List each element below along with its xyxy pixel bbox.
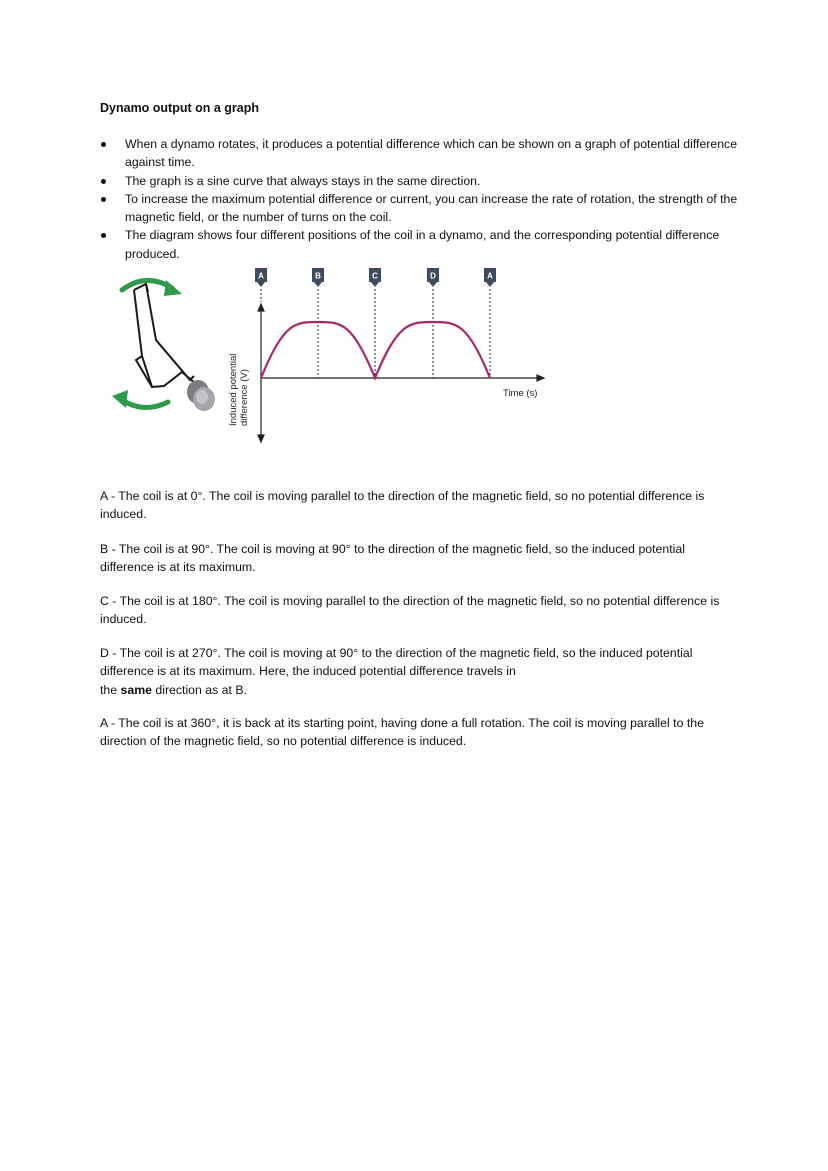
svg-text:difference (V): difference (V) xyxy=(239,369,250,426)
position-marker xyxy=(312,268,324,287)
paragraph-d-prefix: the xyxy=(100,682,121,697)
rotation-arrow-top-icon xyxy=(122,280,182,296)
bullet-item xyxy=(100,226,740,263)
slip-ring-icon xyxy=(187,380,215,411)
emphasis-same: same xyxy=(120,682,152,697)
paragraph-position-c: C - The coil is at 180°. The coil is moving parallel to the direction of the magnetic field, so no potential difference is induced. xyxy=(100,594,720,627)
bullet-dot-icon xyxy=(101,142,106,147)
bullet-item xyxy=(100,172,740,190)
position-markers xyxy=(255,268,496,287)
position-marker xyxy=(427,268,439,287)
coil-loop xyxy=(134,284,196,387)
dynamo-diagram-svg xyxy=(100,262,560,452)
paragraph-position-a-start: A - The coil is at 0°. The coil is moving parallel to the direction of the magnetic field, so no potential difference is induced. xyxy=(100,489,705,522)
paragraph-position-b: B - The coil is at 90°. The coil is moving at 90° to the direction of the magnetic field, so the induced potential difference is at its maximum. xyxy=(100,542,685,575)
paragraph-position-a-end: A - The coil is at 360°, it is back at its starting point, having done a full rotation. The coil is moving parallel to the direction of the magnetic field, so no potential difference is induced. xyxy=(100,716,704,749)
paragraph-position-d xyxy=(100,644,740,699)
guide-lines xyxy=(261,289,490,378)
svg-text:A: A xyxy=(487,271,493,281)
svg-text:A: A xyxy=(258,271,264,281)
bullet-list xyxy=(100,135,740,263)
y-axis-label xyxy=(228,354,250,426)
bullet-item xyxy=(100,135,740,172)
bullet-text: The diagram shows four different positions of the coil in a dynamo, and the corresponding potential difference produced. xyxy=(125,228,720,261)
bullet-dot-icon xyxy=(101,197,106,202)
bullet-item xyxy=(100,190,740,227)
dynamo-diagram xyxy=(100,262,560,452)
svg-text:Induced potential: Induced potential xyxy=(228,353,239,426)
position-marker xyxy=(369,268,381,287)
rotation-arrow-bottom-icon xyxy=(112,390,168,408)
svg-text:B: B xyxy=(315,271,321,281)
page-heading: Dynamo output on a graph xyxy=(100,101,260,115)
bullet-text: To increase the maximum potential difference or current, you can increase the rate of rotation, the strength of the magnetic field, or the number of turns on the coil. xyxy=(125,191,738,225)
svg-text:D: D xyxy=(430,271,436,281)
graph-axes xyxy=(258,304,544,442)
bullet-text: When a dynamo rotates, it produces a potential difference which can be shown on a graph of potential difference against time. xyxy=(125,137,738,170)
x-axis-label: Time (s) xyxy=(503,388,538,399)
bullet-text: The graph is a sine curve that always stays in the same direction. xyxy=(125,173,481,188)
svg-text:C: C xyxy=(372,271,378,281)
paragraph-d-text: D - The coil is at 270°. The coil is moving at 90° to the direction of the magnetic field, so the induced potential difference is at its maximum. Here, the induced potential difference travels in xyxy=(100,646,693,679)
bullet-dot-icon xyxy=(101,233,106,238)
position-marker xyxy=(255,268,267,287)
paragraph-d-suffix: direction as at B. xyxy=(151,682,247,697)
coil-illustration xyxy=(112,280,215,411)
bullet-dot-icon xyxy=(101,179,106,184)
position-marker xyxy=(484,268,496,287)
